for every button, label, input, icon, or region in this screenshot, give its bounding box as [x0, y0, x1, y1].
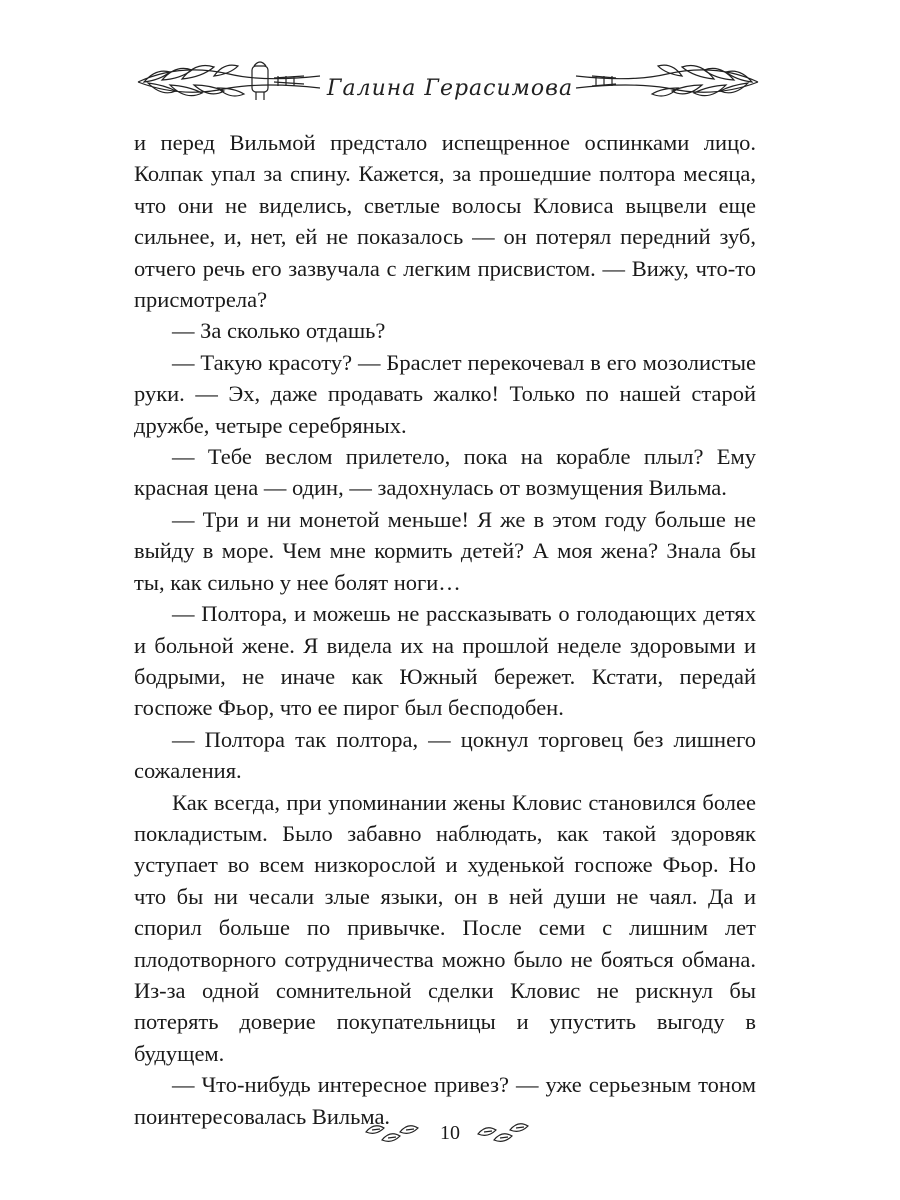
right-leaf-cluster-icon: [474, 1120, 534, 1148]
right-herb-bundle-icon: [572, 52, 762, 112]
paragraph: Как всегда, при упоминании жены Кловис становился более покладистым. Было забавно наблюдать, как такой здоровяк уступает во всем низкорослой и худенькой госпоже Фьор. Но что бы ни чесали злые языки, он в ней души не чаял. Да и спорил больше по привычке. После семи с лишним лет плодотворного сотрудничества можно было не бояться обмана. Из-за одной сомнительной сделки Кловис не рискнул бы потерять доверие покупательницы и упустить выгоду в будущем.: [134, 789, 756, 1066]
paragraph: — За сколько отдашь?: [172, 318, 386, 344]
paragraph: — Такую красоту? — Браслет перекочевал в его мозолистые руки. — Эх, даже продавать жалко! Только по нашей старой дружбе, четыре серебряных.: [134, 349, 756, 438]
paragraph: — Что-нибудь интересное привез? — уже серьезным тоном поинтересовалась Вильма.: [134, 1072, 756, 1129]
body-text: [134, 127, 756, 1132]
page-footer: [0, 1118, 900, 1154]
running-head-author: Галина Герасимова: [326, 76, 574, 101]
paragraph: и перед Вильмой предстало испещренное оспинками лицо. Колпак упал за спину. Кажется, за прошедшие полтора месяца, что они не виделись, светлые волосы Кловиса выцвели еще сильнее, и, нет, ей не показалось — он потерял передний зуб, отчего речь его зазвучала с легким присвистом. — Вижу, что-то присмотрела?: [134, 130, 756, 313]
paragraph: — Тебе веслом прилетело, пока на корабле плыл? Ему красная цена — один, — задохнулась от возмущения Вильма.: [134, 444, 756, 501]
paragraph: — Полтора так полтора, — цокнул торговец без лишнего сожаления.: [134, 726, 756, 784]
paragraph: — Три и ни монетой меньше! Я же в этом году больше не выйду в море. Чем мне кормить детей? А моя жена? Знала бы ты, как сильно у нее болят ноги…: [134, 506, 756, 595]
paragraph: — Полтора, и можешь не рассказывать о голодающих детях и больной жене. Я видела их на прошлой неделе здоровыми и бодрыми, не иначе как Южный бережет. Кстати, передай госпоже Фьор, что ее пирог был бесподобен.: [134, 601, 756, 721]
page-header: [0, 52, 900, 132]
page-number: 10: [440, 1122, 460, 1144]
